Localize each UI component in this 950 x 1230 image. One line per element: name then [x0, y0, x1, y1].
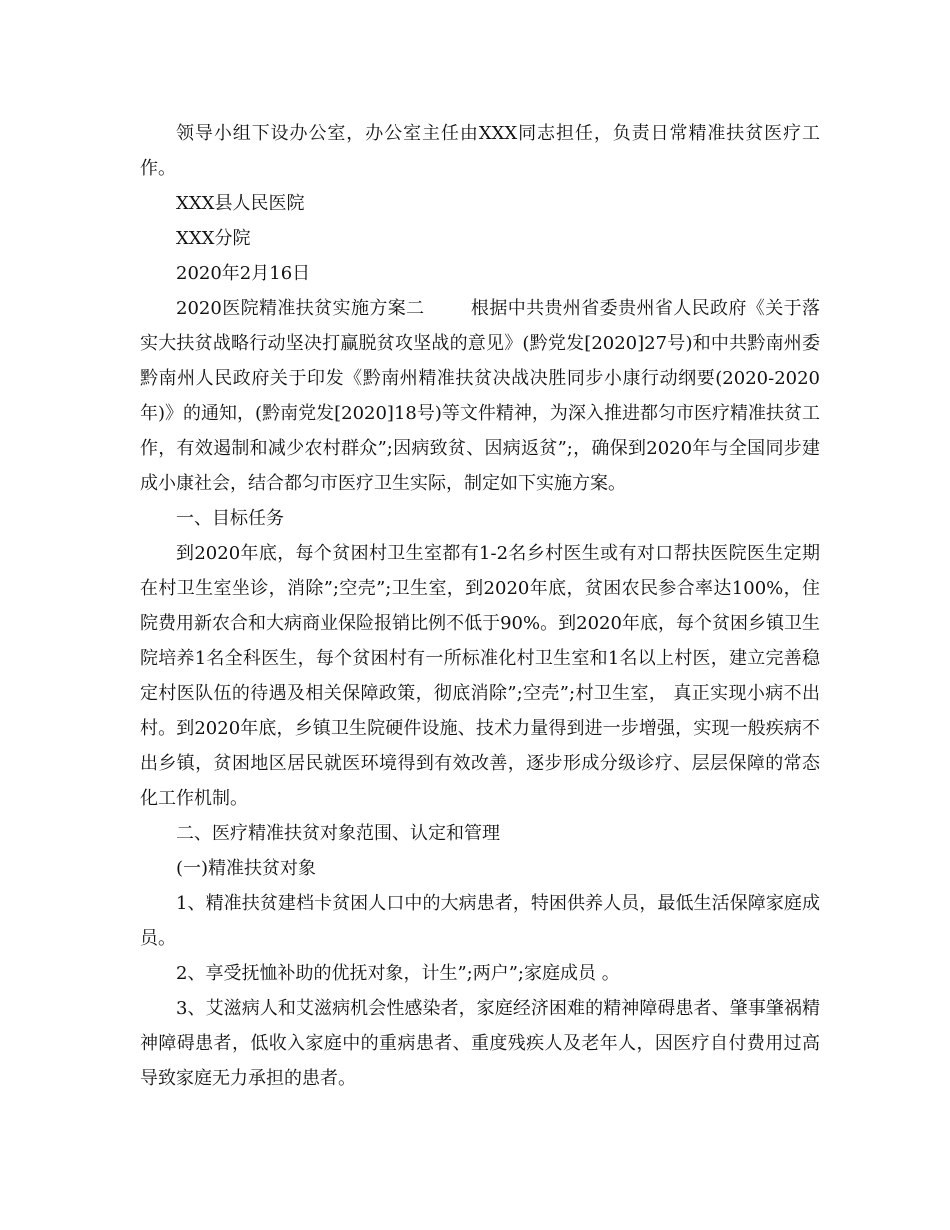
paragraph-branch: XXX分院 — [176, 228, 251, 249]
heading-targets: (一)精准扶贫对象 — [176, 858, 317, 879]
paragraph-hospital: XXX县人民医院 — [176, 193, 305, 214]
paragraph-goals: 到2020年底，每个贫困村卫生室都有1-2名乡村医生或有对口帮扶医院医生定期在村卫生室坐诊，消除”;空壳”;卫生室，到2020年底，贫困农民参合率达100%，住院费用新农合和大病商业保险报销比例不低于90%。到2020年底，每个贫困乡镇卫生院培养1名全科医生，每个贫困村有一所标准化村卫生室和1名以上村医，建立完善稳定村医队伍的待遇及相关保障政策，彻底消除”;空壳”;村卫生室， 真正实现小病不出村。到2020年底，乡镇卫生院硬件设施、技术力量得到进一步增强，实现一般疾病不出乡镇，贫困地区居民就医环境得到有效改善，逐步形成分级诊疗、层层保障的常态化工作机制。 — [140, 543, 820, 809]
document-body — [140, 116, 820, 1096]
paragraph-target-2: 2、享受抚恤补助的优抚对象，计生”;两户”;家庭成员 。 — [176, 963, 620, 984]
heading-scope: 二、医疗精准扶贫对象范围、认定和管理 — [176, 823, 500, 844]
paragraph-target-3: 3、艾滋病人和艾滋病机会性感染者，家庭经济困难的精神障碍患者、肇事肇祸精神障碍患者，低收入家庭中的重病患者、重度残疾人及老年人，因医疗自付费用过高导致家庭无力承担的患者。 — [140, 998, 820, 1089]
paragraph-plan-intro — [140, 291, 820, 501]
paragraph-target-1: 1、精准扶贫建档卡贫困人口中的大病患者，特困供养人员，最低生活保障家庭成员。 — [140, 893, 820, 949]
plan-title: 2020医院精准扶贫实施方案二 — [176, 298, 425, 319]
plan-intro-text: 根据中共贵州省委贵州省人民政府《关于落实大扶贫战略行动坚决打赢脱贫攻坚战的意见》(黔党发[2020]27号)和中共黔南州委黔南州人民政府关于印发《黔南州精准扶贫决战决胜同步小康行动纲要(2020-2020年)》的通知，(黔南党发[2020]18号)等文件精神，为深入推进都匀市医疗精准扶贫工作，有效遏制和减少农村群众”;因病致贫、因病返贫”;，确保到2020年与全国同步建成小康社会，结合都匀市医疗卫生实际，制定如下实施方案。 — [140, 298, 820, 494]
heading-goals: 一、目标任务 — [176, 508, 284, 529]
paragraph-office: 领导小组下设办公室，办公室主任由XXX同志担任，负责日常精准扶贫医疗工作。 — [140, 123, 820, 179]
paragraph-date: 2020年2月16日 — [176, 263, 311, 284]
